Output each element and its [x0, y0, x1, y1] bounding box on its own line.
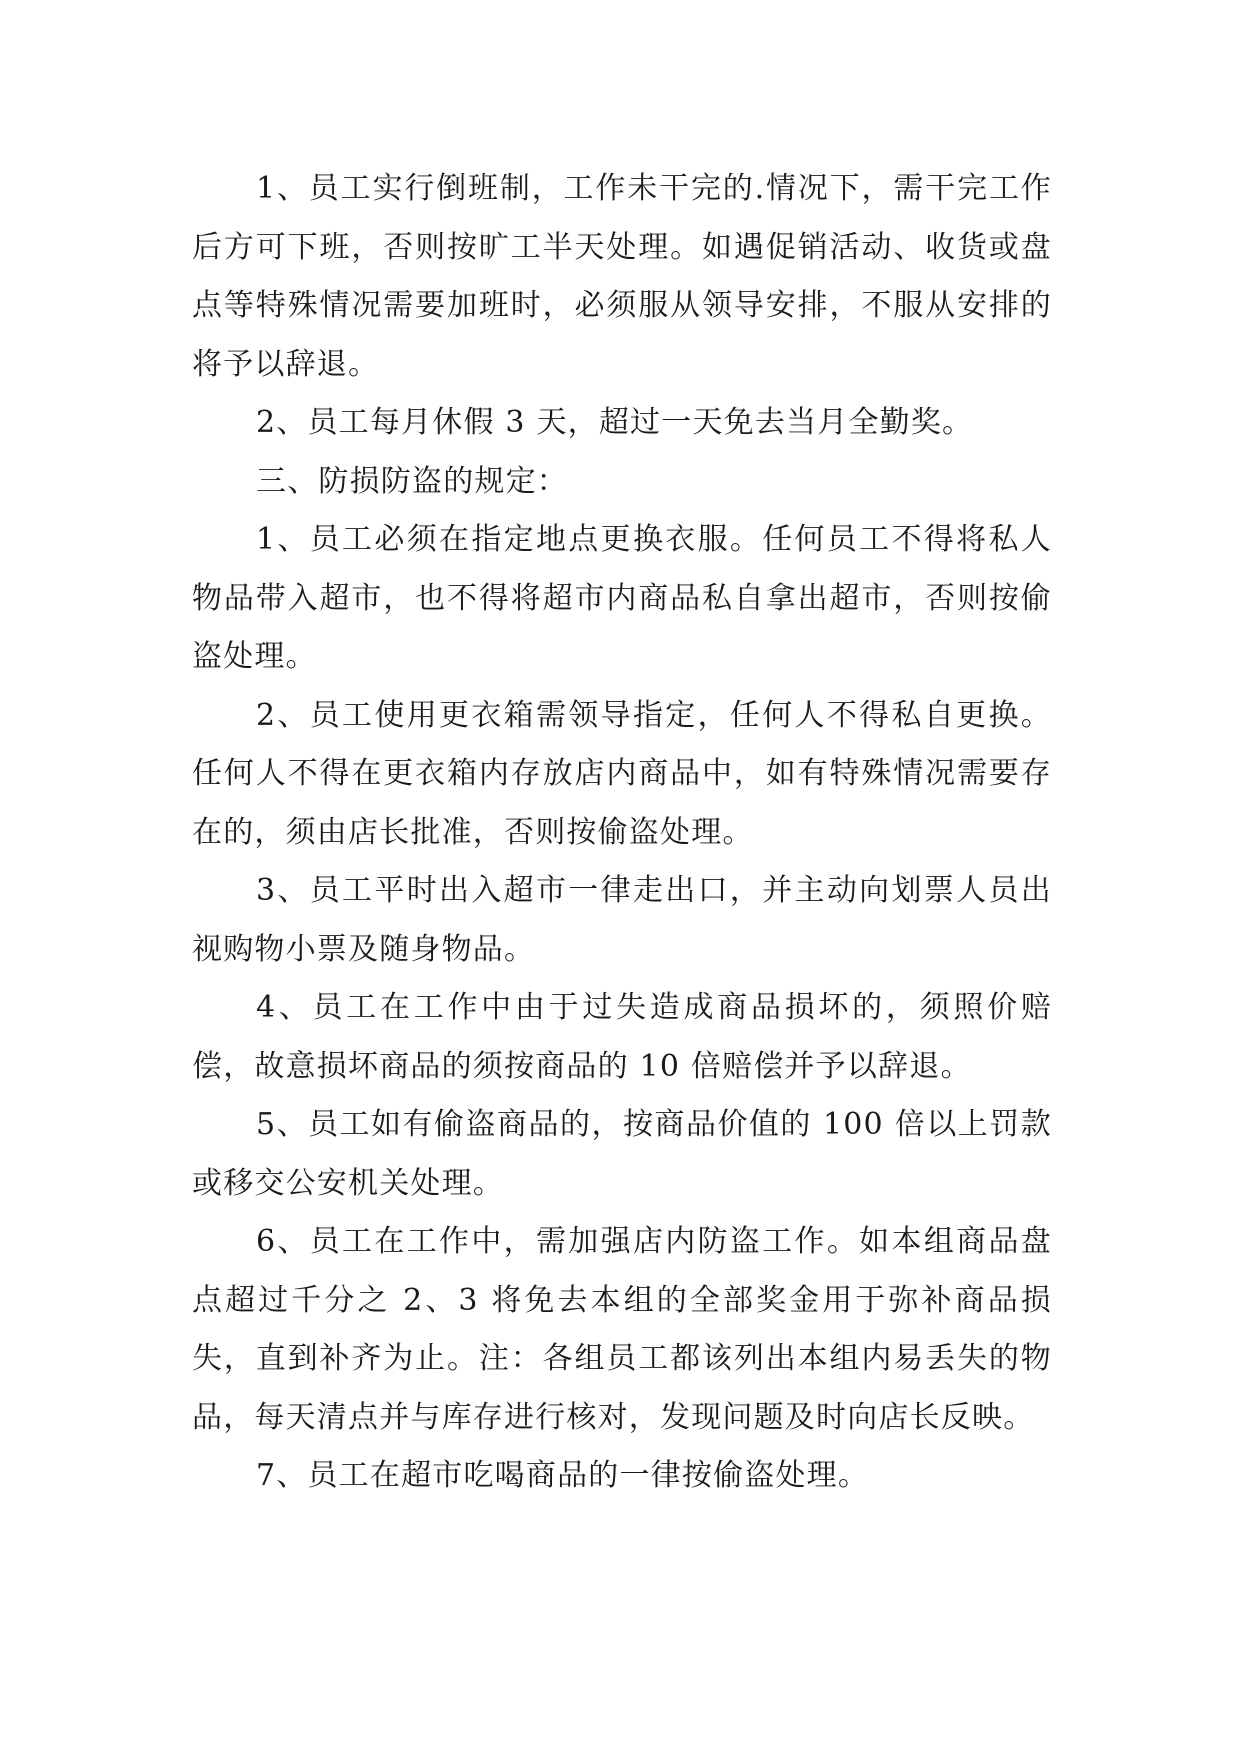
paragraph-exit-rule: 3、员工平时出入超市一律走出口，并主动向划票人员出视购物小票及随身物品。	[192, 873, 1052, 967]
section-heading-loss-prevention: 三、防损防盗的规定：	[256, 463, 568, 499]
paragraph-eating-goods: 7、员工在超市吃喝商品的一律按偷盗处理。	[256, 1458, 870, 1493]
paragraph-changing-clothes: 1、员工必须在指定地点更换衣服。任何员工不得将私人物品带入超市，也不得将超市内商品私自拿出超市，否则按偷盗处理。	[192, 522, 1052, 674]
paragraph-inventory-loss: 6、员工在工作中，需加强店内防盗工作。如本组商品盘点超过千分之 2、3 将免去本组的全部奖金用于弥补商品损失，直到补齐为止。注：各组员工都该列出本组内易丢失的物品，每天清点并与库存进行核对，发现问题及时向店长反映。	[192, 1224, 1052, 1435]
document-page	[192, 160, 1052, 1506]
paragraph-damage-compensation: 4、员工在工作中由于过失造成商品损坏的，须照价赔偿，故意损坏商品的须按商品的 10 倍赔偿并予以辞退。	[192, 990, 1052, 1084]
paragraph-theft-penalty: 5、员工如有偷盗商品的，按商品价值的 100 倍以上罚款或移交公安机关处理。	[192, 1107, 1052, 1201]
paragraph-shift-rule: 1、员工实行倒班制，工作未干完的.情况下，需干完工作后方可下班，否则按旷工半天处理。如遇促销活动、收货或盘点等特殊情况需要加班时，必须服从领导安排，不服从安排的将予以辞退。	[192, 171, 1052, 382]
paragraph-monthly-leave: 2、员工每月休假 3 天，超过一天免去当月全勤奖。	[256, 405, 974, 440]
paragraph-locker-rule: 2、员工使用更衣箱需领导指定，任何人不得私自更换。任何人不得在更衣箱内存放店内商品中，如有特殊情况需要存在的，须由店长批准，否则按偷盗处理。	[192, 697, 1052, 850]
